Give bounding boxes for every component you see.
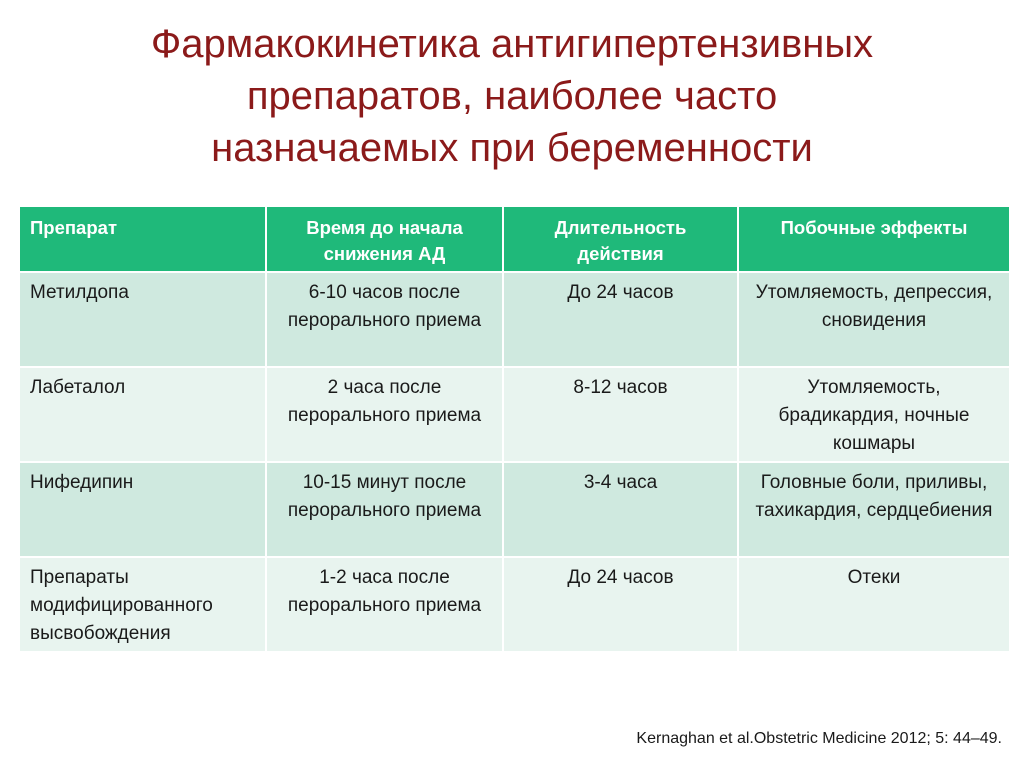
cell-onset: 6-10 часов после перорального приема [266, 272, 503, 367]
header-duration: Длительность действия [503, 207, 738, 272]
header-side-effects: Побочные эффекты [738, 207, 1009, 272]
cell-drug: Нифедипин [20, 462, 266, 557]
table-row [20, 272, 1009, 367]
cell-duration: 8-12 часов [503, 367, 738, 462]
cell-side-effects: Головные боли, приливы, тахикардия, сердцебиения [738, 462, 1009, 557]
table-row [20, 557, 1009, 651]
table-header-row [20, 207, 1009, 272]
cell-drug: Метилдопа [20, 272, 266, 367]
cell-onset: 2 часа после перорального приема [266, 367, 503, 462]
title-line-3: назначаемых при беременности [211, 126, 813, 170]
cell-side-effects: Отеки [738, 557, 1009, 651]
slide-title [40, 18, 984, 174]
header-drug: Препарат [20, 207, 266, 272]
title-line-1: Фармакокинетика антигипертензивных [150, 22, 874, 66]
cell-duration: До 24 часов [503, 557, 738, 651]
cell-duration: До 24 часов [503, 272, 738, 367]
header-onset: Время до начала снижения АД [266, 207, 503, 272]
cell-onset: 10-15 минут после перорального приема [266, 462, 503, 557]
cell-onset: 1-2 часа после перорального приема [266, 557, 503, 651]
cell-drug: Препараты модифицированного высвобождения [20, 557, 266, 651]
title-line-2: препаратов, наиболее часто [246, 74, 778, 118]
cell-side-effects: Утомляемость, брадикардия, ночные кошмары [738, 367, 1009, 462]
table-row [20, 462, 1009, 557]
cell-side-effects: Утомляемость, депрессия, сновидения [738, 272, 1009, 367]
citation: Kernaghan et al.Obstetric Medicine 2012; 5: 44–49. [636, 730, 1002, 747]
table-row [20, 367, 1009, 462]
cell-duration: 3-4 часа [503, 462, 738, 557]
cell-drug: Лабеталол [20, 367, 266, 462]
pharmacokinetics-table [20, 207, 1009, 651]
